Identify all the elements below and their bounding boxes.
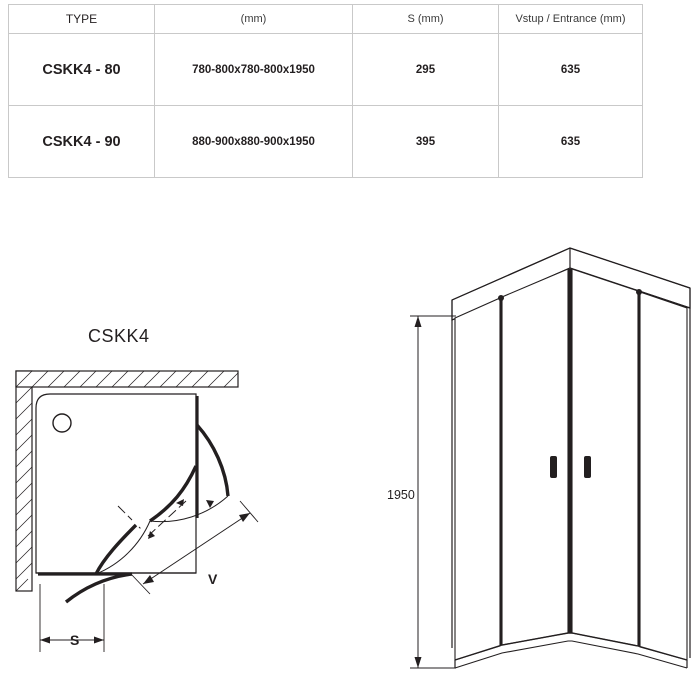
specification-table xyxy=(8,4,643,178)
glass-door-right xyxy=(572,269,638,646)
perspective-view-drawing xyxy=(360,228,700,700)
plan-view-title: CSKK4 xyxy=(88,326,150,346)
door-handle-right xyxy=(584,456,591,478)
table-row xyxy=(9,106,643,178)
drain-icon xyxy=(53,414,71,432)
fixing-dot-right xyxy=(636,289,642,295)
column-header-entrance: Vstup / Entrance (mm) xyxy=(499,5,643,34)
cell-s: 395 xyxy=(353,106,499,178)
table-header-row xyxy=(9,5,643,34)
door-leaf-lower xyxy=(66,574,132,602)
glass-panel-right-fixed xyxy=(640,292,687,660)
column-header-type: TYPE xyxy=(9,5,155,34)
glass-panel-left-fixed xyxy=(455,298,500,660)
table-body xyxy=(9,34,643,178)
table-header xyxy=(9,5,643,34)
cell-entrance: 635 xyxy=(499,106,643,178)
column-header-s: S (mm) xyxy=(353,5,499,34)
cell-dimensions: 780-800x780-800x1950 xyxy=(155,34,353,106)
column-header-mm: (mm) xyxy=(155,5,353,34)
cell-type: CSKK4 - 80 xyxy=(9,34,155,106)
technical-drawings xyxy=(0,228,700,700)
door-handle-left xyxy=(550,456,557,478)
glass-door-left xyxy=(502,269,568,645)
wall-horizontal xyxy=(16,371,238,387)
dimension-label-s: S xyxy=(70,632,80,648)
dimension-label-v: V xyxy=(208,571,218,587)
door-leaf-upper xyxy=(197,425,228,496)
plan-view-drawing xyxy=(0,228,360,700)
cell-type: CSKK4 - 90 xyxy=(9,106,155,178)
dimension-label-height: 1950 xyxy=(387,488,415,502)
cell-entrance: 635 xyxy=(499,34,643,106)
cell-s: 295 xyxy=(353,34,499,106)
dimension-height xyxy=(410,316,456,668)
fixing-dot-left xyxy=(498,295,504,301)
table-row xyxy=(9,34,643,106)
cell-dimensions: 880-900x880-900x1950 xyxy=(155,106,353,178)
